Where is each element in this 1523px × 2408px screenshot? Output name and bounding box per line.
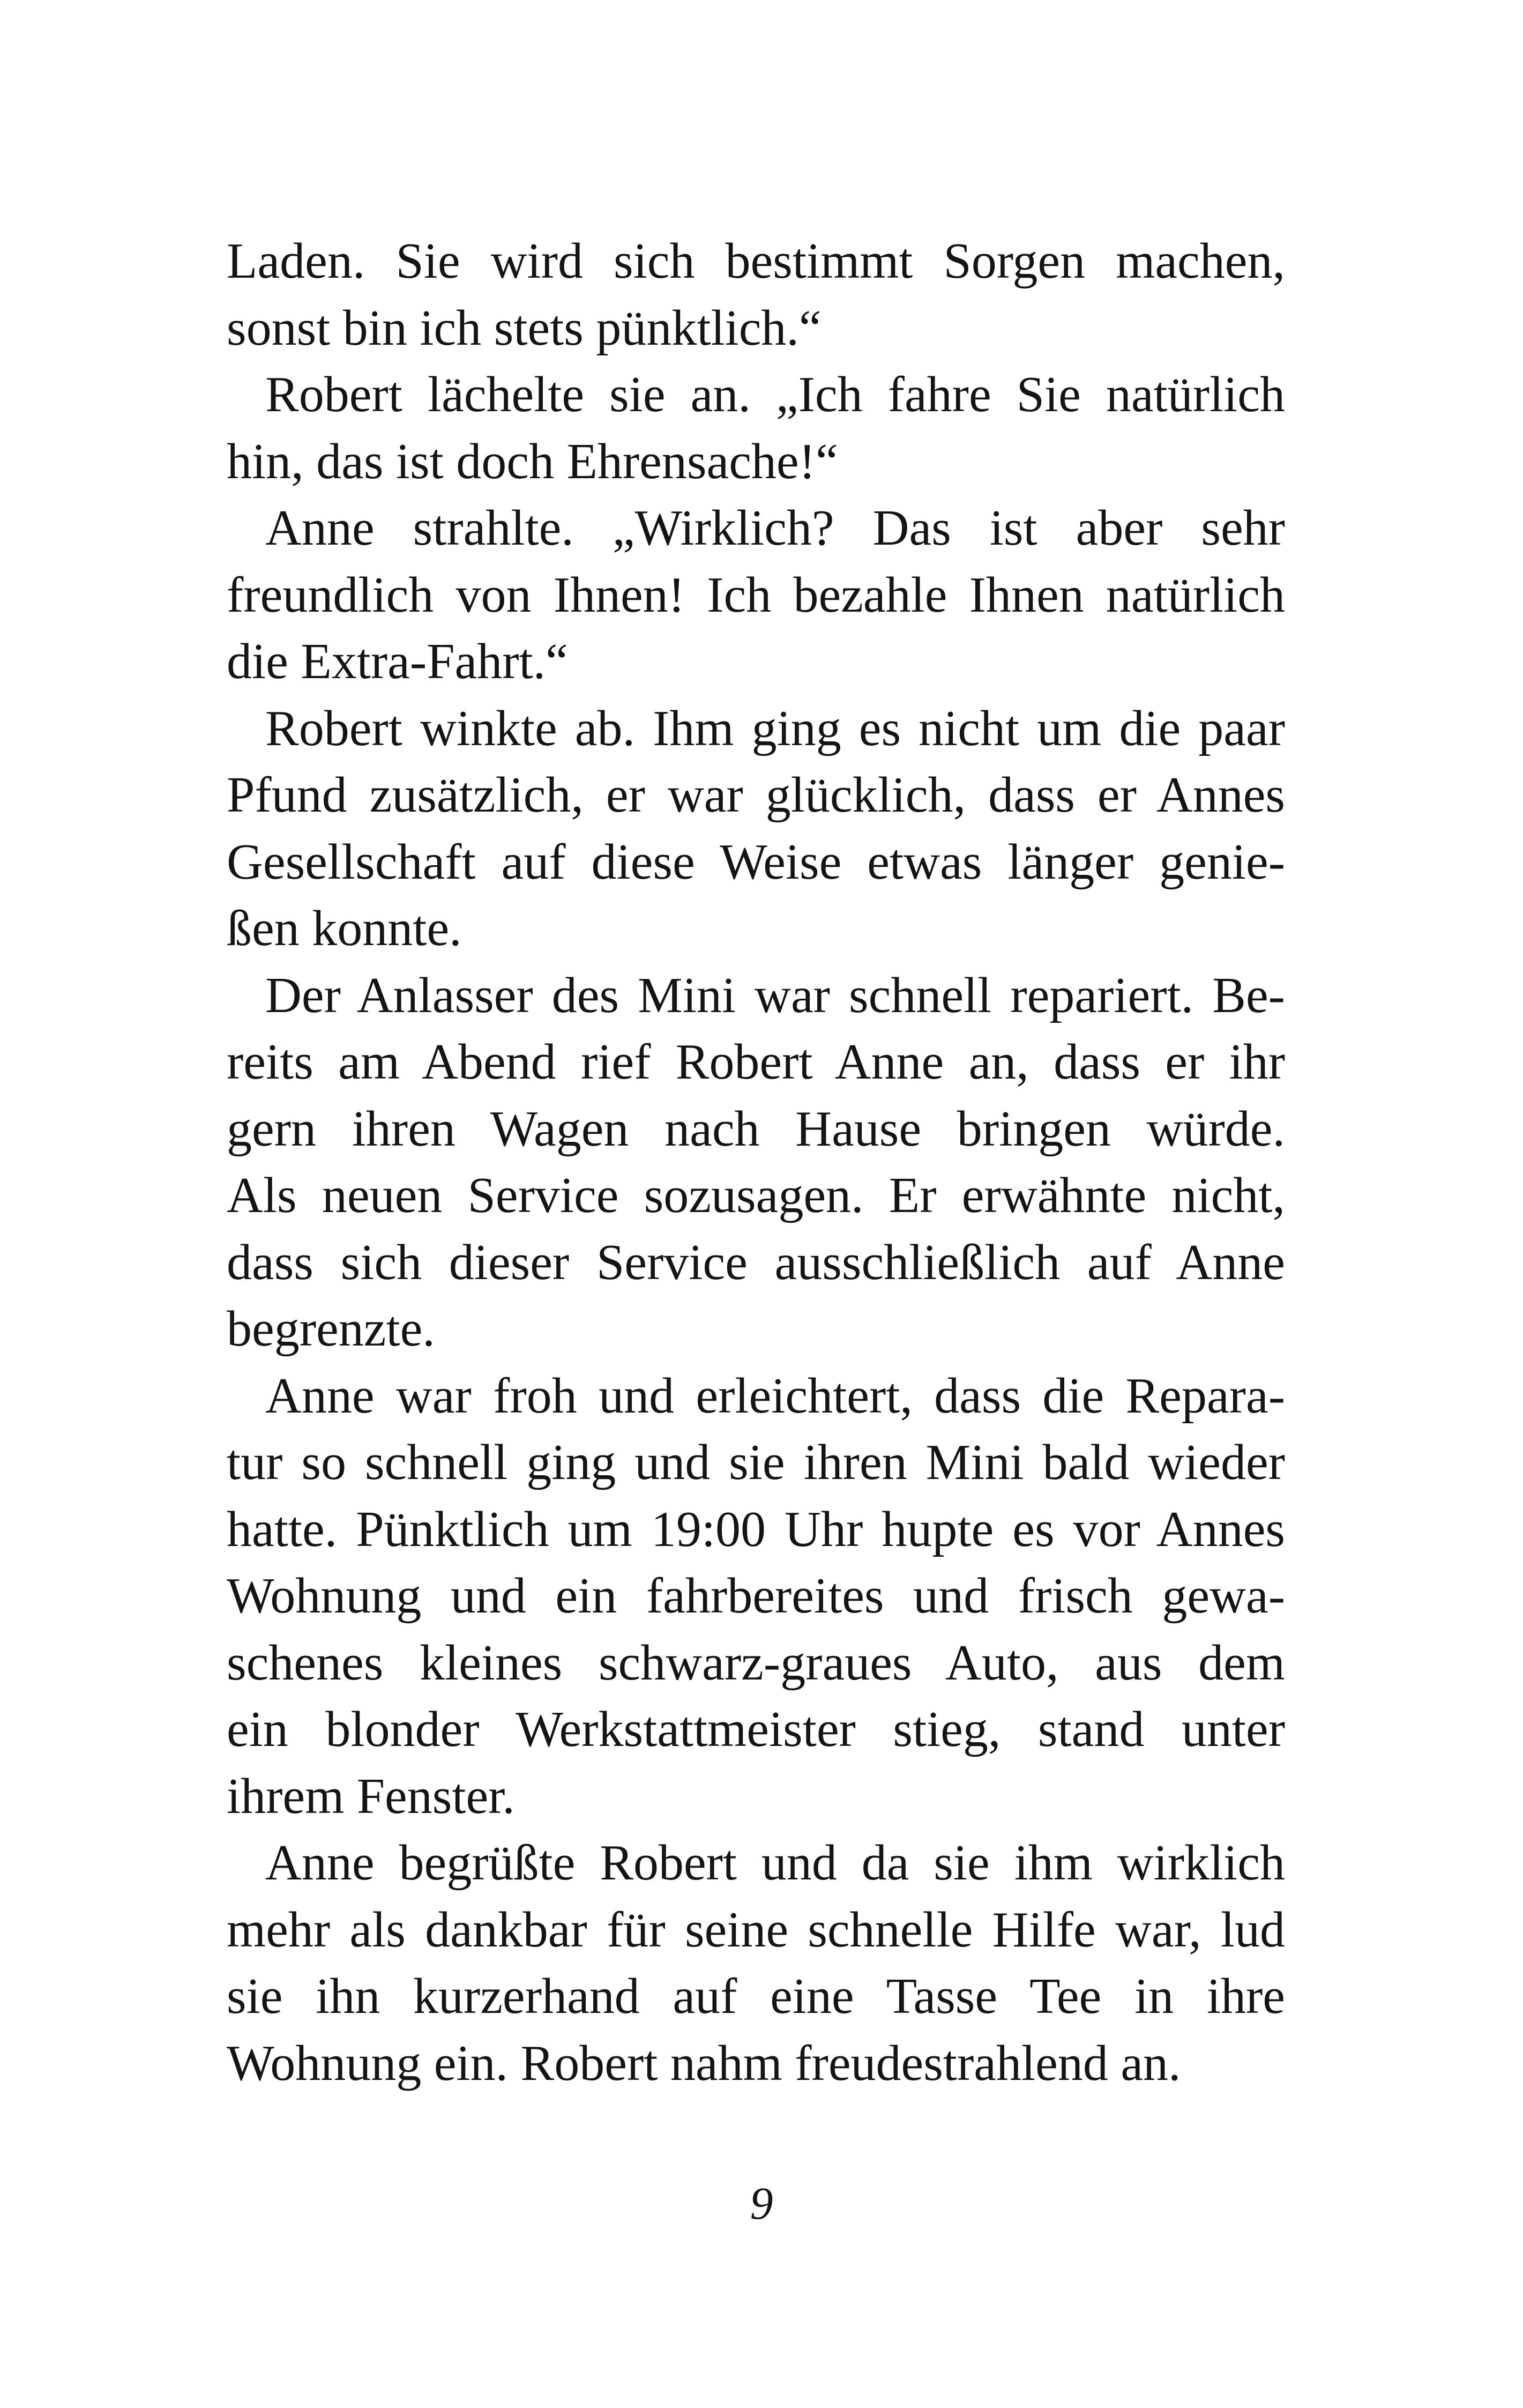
text-line: hatte. Pünktlich um 19:00 Uhr hupte es vor Annes xyxy=(227,1501,1285,1557)
text-line: Anne strahlte. „Wirklich? Das ist aber sehr xyxy=(265,500,1285,556)
text-line: Als neuen Service sozusagen. Er erwähnte nicht, xyxy=(227,1168,1285,1223)
text-line: sonst bin ich stets pünktlich.“ xyxy=(227,300,822,356)
text-line: Der Anlasser des Mini war schnell repariert. Be- xyxy=(265,967,1285,1023)
text-line: Robert lächelte sie an. „Ich fahre Sie natürlich xyxy=(265,367,1285,422)
page-number: 9 xyxy=(750,2177,773,2229)
text-line: Anne begrüßte Robert und da sie ihm wirklich xyxy=(265,1835,1285,1891)
text-line: gern ihren Wagen nach Hause bringen würde. xyxy=(227,1101,1285,1157)
text-line: Robert winkte ab. Ihm ging es nicht um die paar xyxy=(265,700,1285,756)
text-line: sie ihn kurzerhand auf eine Tasse Tee in ihre xyxy=(227,1968,1285,2024)
text-line: ein blonder Werkstattmeister stieg, stand unter xyxy=(227,1701,1285,1757)
text-line: Wohnung und ein fahrbereites und frisch gewa- xyxy=(227,1568,1285,1624)
text-line: begrenzte. xyxy=(227,1301,435,1357)
body-text xyxy=(227,228,1285,2097)
text-line: Laden. Sie wird sich bestimmt Sorgen machen, xyxy=(227,233,1285,289)
text-line: tur so schnell ging und sie ihren Mini bald wieder xyxy=(227,1435,1285,1490)
text-line: Anne war froh und erleichtert, dass die Repara- xyxy=(265,1367,1285,1424)
text-line: hin, das ist doch Ehrensache!“ xyxy=(227,433,838,489)
text-line: reits am Abend rief Robert Anne an, dass er ihr xyxy=(227,1034,1285,1090)
text-line: ihrem Fenster. xyxy=(227,1768,515,1824)
text-line: dass sich dieser Service ausschließlich auf Anne xyxy=(227,1234,1285,1290)
text-line: Wohnung ein. Robert nahm freudestrahlend an. xyxy=(227,2035,1181,2091)
text-line: die Extra-Fahrt.“ xyxy=(227,634,568,689)
text-line: mehr als dankbar für seine schnelle Hilfe war, lud xyxy=(227,1901,1285,1958)
text-line: schenes kleines schwarz-graues Auto, aus dem xyxy=(227,1634,1285,1691)
text-line: ßen konnte. xyxy=(227,901,462,956)
text-line: freundlich von Ihnen! Ich bezahle Ihnen natürlich xyxy=(227,567,1285,623)
text-line: Gesellschaft auf diese Weise etwas länger genie- xyxy=(227,834,1285,890)
text-line: Pfund zusätzlich, er war glücklich, dass er Annes xyxy=(227,767,1285,823)
